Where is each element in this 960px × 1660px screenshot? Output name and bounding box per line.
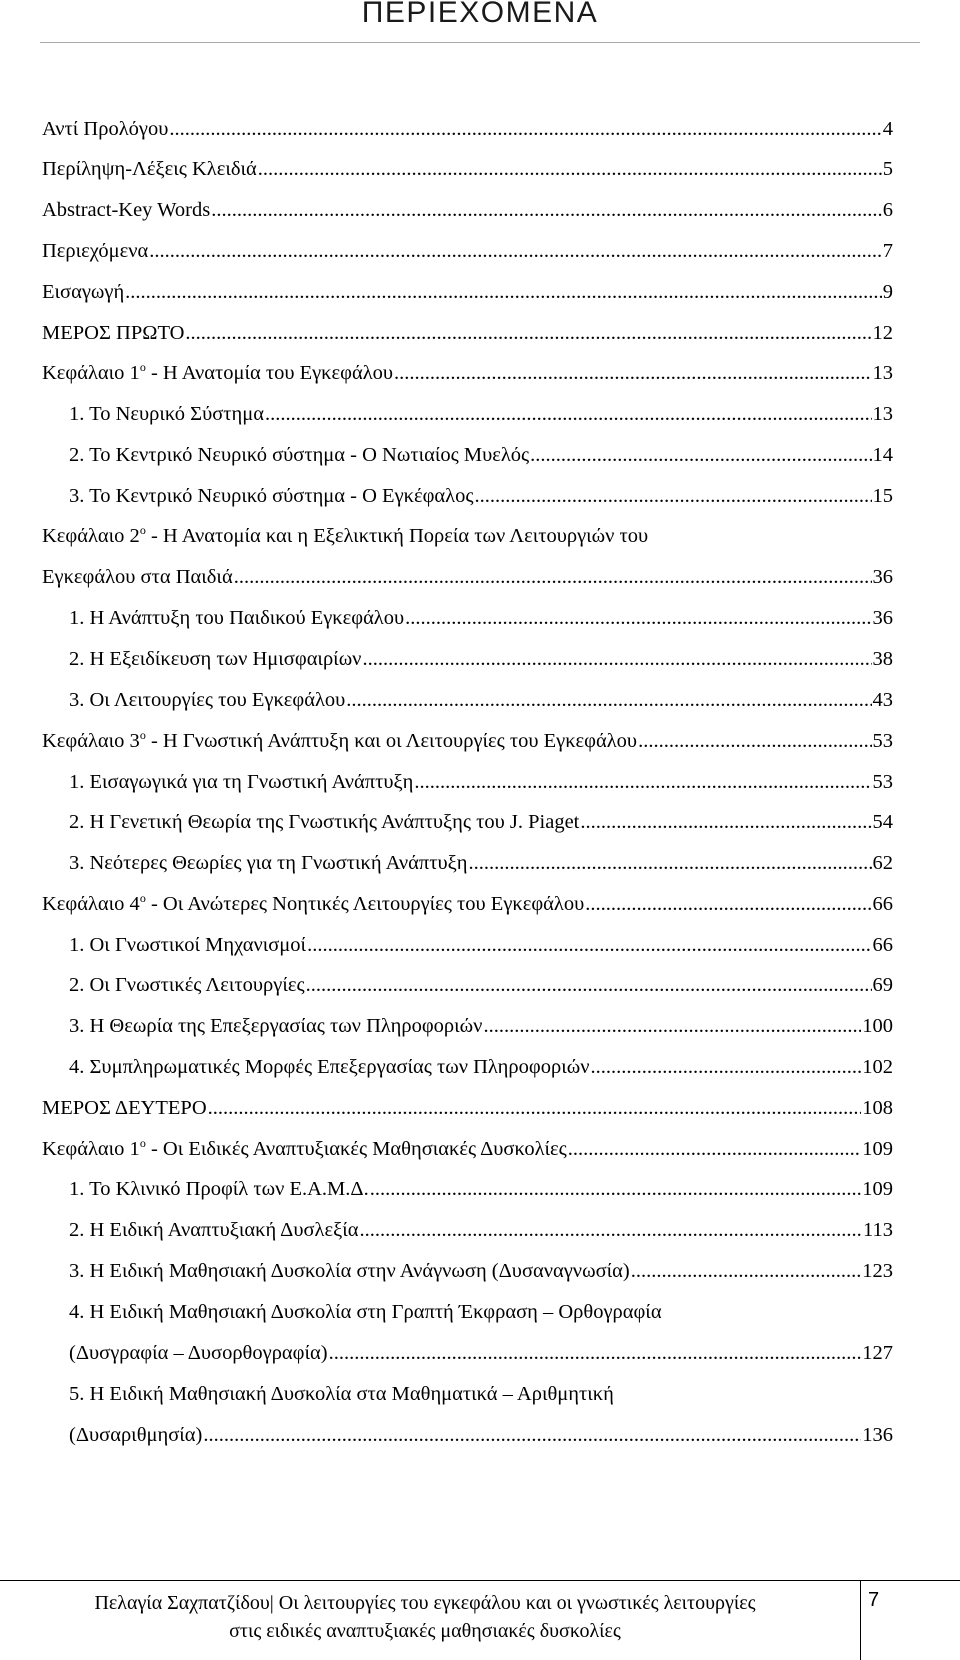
toc-entry[interactable] (69, 1257, 893, 1285)
toc-entry[interactable] (42, 319, 893, 347)
toc-entry[interactable] (69, 931, 893, 959)
toc-entry-label: Περιεχόμενα (42, 240, 149, 262)
toc-page-number: 66 (872, 893, 893, 915)
toc-page-number: 15 (872, 485, 893, 507)
toc-entry[interactable] (69, 1339, 893, 1367)
toc-entry-label: 1. Οι Γνωστικοί Μηχανισμοί (69, 934, 307, 956)
toc-dot-leader (329, 1339, 862, 1367)
toc-page-number: 100 (862, 1015, 893, 1037)
toc-entry-label: 3. Η Ειδική Μαθησιακή Δυσκολία στην Ανάγνωση (Δυσαναγνωσία) (69, 1260, 630, 1282)
toc-entry-label: Εγκεφάλου στα Παιδιά (42, 566, 233, 588)
toc-page-number: 38 (872, 648, 893, 670)
toc-page-number: 109 (862, 1178, 893, 1200)
toc-entry[interactable] (42, 727, 893, 755)
toc-entry[interactable] (42, 1094, 893, 1122)
toc-page-number: 36 (872, 566, 893, 588)
title-rule (40, 42, 920, 43)
toc-dot-leader (208, 1094, 862, 1122)
toc-entry[interactable] (69, 441, 893, 469)
toc-dot-leader (359, 1216, 862, 1244)
toc-entry-label: 3. Η Θεωρία της Επεξεργασίας των Πληροφοριών (69, 1015, 483, 1037)
toc-entry-label: Αντί Προλόγου (42, 118, 169, 140)
page-footer (0, 1580, 960, 1660)
toc-entry-label: 4. Συμπληρωματικές Μορφές Επεξεργασίας των Πληροφοριών (69, 1056, 590, 1078)
toc-entry-label: 1. Εισαγωγικά για τη Γνωστική Ανάπτυξη (69, 771, 414, 793)
toc-entry-label: 2. Η Εξειδίκευση των Ημισφαιρίων (69, 648, 362, 670)
toc-page-number: 62 (872, 852, 893, 874)
toc-dot-leader (211, 196, 882, 224)
toc-entry-label: Κεφάλαιο $1^o$ - Η Ανατομία του Εγκεφάλου (42, 360, 394, 384)
toc-entry[interactable] (69, 1216, 893, 1244)
toc-entry[interactable] (69, 645, 893, 673)
toc-page-number: 7 (882, 240, 893, 262)
toc-entry-label: Abstract-Key Words (42, 199, 211, 221)
toc-page-number: 53 (872, 730, 893, 752)
toc-dot-leader (203, 1421, 861, 1449)
toc-dot-leader (394, 359, 871, 387)
toc-dot-leader (585, 890, 871, 918)
toc-entry-label: ΜΕΡΟΣ ΠΡΩΤΟ (42, 322, 185, 344)
toc-entry[interactable] (42, 359, 893, 387)
toc-entry-first-line: 4. Η Ειδική Μαθησιακή Δυσκολία στη Γραπτή Έκφραση – Ορθογραφία (69, 1301, 662, 1323)
toc-entry[interactable] (42, 115, 893, 143)
toc-page-number: 109 (862, 1138, 893, 1160)
toc-entry[interactable] (69, 1175, 893, 1203)
toc-entry-label: 3. Νεότερες Θεωρίες για τη Γνωστική Ανάπτυξη (69, 852, 468, 874)
toc-entry[interactable] (69, 482, 893, 510)
toc-dot-leader (468, 849, 871, 877)
toc-dot-leader (638, 727, 871, 755)
toc-dot-leader (483, 1012, 861, 1040)
toc-dot-leader (590, 1053, 861, 1081)
toc-page-number: 12 (872, 322, 893, 344)
toc-dot-leader (149, 237, 881, 265)
toc-entry-label: 1. Το Νευρικό Σύστημα (69, 403, 265, 425)
footer-text (0, 1589, 850, 1645)
toc-page-number: 69 (872, 974, 893, 996)
footer-line-2: στις ειδικές αναπτυξιακές μαθησιακές δυσκολίες (229, 1620, 621, 1642)
page-title: ΠΕΡΙΕΧΟΜΕΝΑ (361, 0, 599, 29)
toc-entry-first-line: Κεφάλαιο $2^o$ - Η Ανατομία και η Εξελικτική Πορεία των Λειτουργιών του (42, 523, 649, 547)
toc-entry-label: (Δυσγραφία – Δυσορθογραφία) (69, 1342, 328, 1364)
toc-entry[interactable] (69, 971, 893, 999)
toc-entry-label: 2. Οι Γνωστικές Λειτουργίες (69, 974, 305, 996)
toc-entry[interactable] (69, 604, 893, 632)
toc-entry-label: Κεφάλαιο $1^o$ - Οι Ειδικές Αναπτυξιακές Μαθησιακές Δυσκολίες (42, 1136, 567, 1160)
toc-dot-leader (580, 808, 871, 836)
toc-entry-label: 2. Η Ειδική Αναπτυξιακή Δυσλεξία (69, 1219, 359, 1241)
toc-entry[interactable] (42, 155, 893, 183)
toc-page-number: 113 (863, 1219, 893, 1241)
toc-page-number: 127 (862, 1342, 893, 1364)
toc-entry-label: 3. Το Κεντρικό Νευρικό σύστημα - Ο Εγκέφαλος (69, 485, 474, 507)
toc-entry-label: 3. Οι Λειτουργίες του Εγκεφάλου (69, 689, 346, 711)
footer-divider (860, 1581, 861, 1660)
toc-page-number: 36 (872, 607, 893, 629)
toc-entry-label: 1. Η Ανάπτυξη του Παιδικού Εγκεφάλου (69, 607, 405, 629)
toc-dot-leader (258, 155, 882, 183)
toc-entry[interactable] (69, 808, 893, 836)
toc-page-number: 66 (872, 934, 893, 956)
toc-entry[interactable] (69, 1053, 893, 1081)
toc-page-number: 136 (862, 1424, 893, 1446)
toc-entry[interactable] (69, 1012, 893, 1040)
toc-dot-leader (307, 931, 871, 959)
toc-entry-label: 2. Το Κεντρικό Νευρικό σύστημα - Ο Νωτιαίος Μυελός (69, 444, 530, 466)
toc-page-number: 5 (882, 158, 893, 180)
toc-page-number: 53 (872, 771, 893, 793)
toc-dot-leader (530, 441, 871, 469)
toc-dot-leader (568, 1135, 861, 1163)
toc-page-number: 13 (872, 403, 893, 425)
toc-entry[interactable] (42, 237, 893, 265)
toc-page-number: 43 (872, 689, 893, 711)
toc-entry[interactable] (69, 849, 893, 877)
toc-dot-leader (169, 115, 881, 143)
toc-entry-label: Κεφάλαιο $4^o$ - Οι Ανώτερες Νοητικές Λειτουργίες του Εγκεφάλου (42, 891, 585, 915)
toc-entry[interactable] (42, 890, 893, 918)
toc-entry[interactable] (69, 400, 893, 428)
toc-entry-label: (Δυσαριθμησία) (69, 1424, 203, 1446)
toc-dot-leader (405, 604, 871, 632)
toc-page-number: 13 (872, 362, 893, 384)
toc-page-number: 108 (862, 1097, 893, 1119)
toc-dot-leader (306, 971, 872, 999)
toc-dot-leader (370, 1175, 862, 1203)
toc-entry-label: Περίληψη-Λέξεις Κλειδιά (42, 158, 257, 180)
toc-dot-leader (265, 400, 871, 428)
toc-dot-leader (234, 563, 872, 591)
toc-entry[interactable] (42, 563, 893, 591)
toc-entry[interactable] (42, 196, 893, 224)
toc-page-number: 54 (872, 811, 893, 833)
toc-page-number: 9 (882, 281, 893, 303)
toc-dot-leader (414, 768, 871, 796)
toc-entry[interactable] (42, 278, 893, 306)
toc-page-number: 123 (862, 1260, 893, 1282)
toc-dot-leader (125, 278, 882, 306)
toc-entry[interactable] (69, 686, 893, 714)
toc-entry[interactable] (69, 1421, 893, 1449)
toc-dot-leader (346, 686, 871, 714)
toc-dot-leader (631, 1257, 862, 1285)
toc-page-number: 4 (882, 118, 893, 140)
toc-entry-label: 2. Η Γενετική Θεωρία της Γνωστικής Ανάπτυξης του J. Piaget (69, 811, 580, 833)
toc-entry-label: Εισαγωγή (42, 281, 125, 303)
toc-dot-leader (474, 482, 871, 510)
toc-page-number: 102 (862, 1056, 893, 1078)
footer-page-number: 7 (868, 1589, 880, 1611)
toc-dot-leader (362, 645, 871, 673)
toc-page-number: 6 (882, 199, 893, 221)
toc-entry-label: 1. Το Κλινικό Προφίλ των Ε.Α.Μ.Δ. (69, 1178, 369, 1200)
toc-entry[interactable] (69, 768, 893, 796)
toc-dot-leader (185, 319, 871, 347)
footer-line-1: Πελαγία Σαχπατζίδου| Οι λειτουργίες του εγκεφάλου και οι γνωστικές λειτουργίες (94, 1592, 756, 1614)
toc-entry-label: Κεφάλαιο $3^o$ - Η Γνωστική Ανάπτυξη και οι Λειτουργίες του Εγκεφάλου (42, 728, 638, 752)
toc-entry-first-line: 5. Η Ειδική Μαθησιακή Δυσκολία στα Μαθηματικά – Αριθμητική (69, 1383, 614, 1405)
toc-entry[interactable] (42, 1135, 893, 1163)
toc-page-number: 14 (872, 444, 893, 466)
toc-entry-label: ΜΕΡΟΣ ΔΕΥΤΕΡΟ (42, 1097, 207, 1119)
